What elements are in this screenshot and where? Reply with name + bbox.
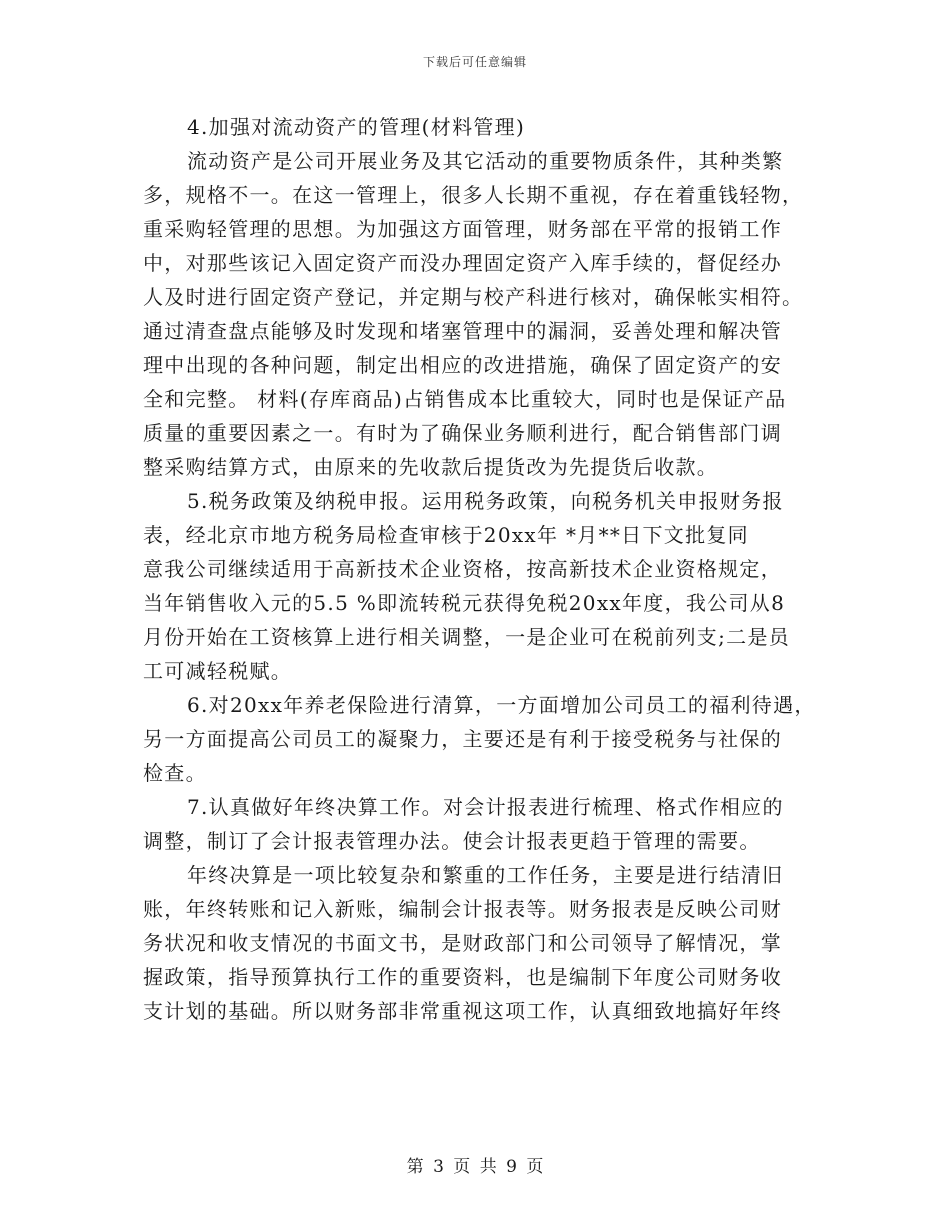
- text-line: 意我公司继续适用于高新技术企业资格，按高新技术企业资格规定，: [143, 557, 782, 581]
- text-line: 中，对那些该记入固定资产而没办理固定资产入库手续的，督促经办: [143, 251, 782, 275]
- text-line: 流动资产是公司开展业务及其它活动的重要物质条件，其种类繁: [187, 149, 784, 173]
- text-line: 整采购结算方式，由原来的先收款后提货改为先提货后收款。: [143, 455, 719, 479]
- page-number: 第 3 页 共 9 页: [406, 1157, 544, 1177]
- page-header: 下载后可任意编辑: [422, 55, 527, 69]
- text-line: 人及时进行固定资产登记，并定期与校产科进行核对，确保帐实相符。: [143, 285, 804, 309]
- document-body: [143, 110, 816, 1028]
- text-line: 工可减轻税赋。: [143, 659, 293, 683]
- text-line: 全和完整。 材料(存库商品)占销售成本比重较大，同时也是保证产品: [143, 387, 787, 411]
- text-line: 通过清查盘点能够及时发现和堵塞管理中的漏洞，妥善处理和解决管: [143, 319, 782, 343]
- text-line: 质量的重要因素之一。有时为了确保业务顺利进行，配合销售部门调: [143, 421, 782, 445]
- text-line: 表，经北京市地方税务局检查审核于20xx年 *月**日下文批复同: [143, 523, 749, 547]
- text-line: 调整，制订了会计报表管理办法。使会计报表更趋于管理的需要。: [143, 829, 761, 853]
- text-line: 账，年终转账和记入新账，编制会计报表等。财务报表是反映公司财: [143, 897, 782, 921]
- text-line: 当年销售收入元的5.5 %即流转税元获得免税20xx年度，我公司从8: [143, 591, 786, 615]
- text-line: 握政策，指导预算执行工作的重要资料，也是编制下年度公司财务收: [143, 965, 782, 989]
- text-line: 月份开始在工资核算上进行相关调整，一是企业可在税前列支;二是员: [143, 625, 791, 649]
- text-line: 务状况和收支情况的书面文书，是财政部门和公司领导了解情况，掌: [143, 931, 782, 955]
- text-line: 4.加强对流动资产的管理(材料管理): [187, 115, 526, 139]
- text-line: 检查。: [143, 761, 207, 785]
- text-line: 理中出现的各种问题，制定出相应的改进措施，确保了固定资产的安: [143, 353, 782, 377]
- text-line: 7.认真做好年终决算工作。对会计报表进行梳理、格式作相应的: [187, 795, 784, 819]
- text-line: 支计划的基础。所以财务部非常重视这项工作，认真细致地搞好年终: [143, 999, 782, 1023]
- text-line: 重采购轻管理的思想。为加强这方面管理，财务部在平常的报销工作: [143, 217, 782, 241]
- text-line: 5.税务政策及纳税申报。运用税务政策，向税务机关申报财务报: [187, 489, 784, 513]
- text-line: 另一方面提高公司员工的凝聚力，主要还是有利于接受税务与社保的: [143, 727, 782, 751]
- text-line: 6.对20xx年养老保险进行清算，一方面增加公司员工的福利待遇，: [187, 693, 816, 717]
- text-line: 年终决算是一项比较复杂和繁重的工作任务，主要是进行结清旧: [187, 863, 784, 887]
- text-line: 多，规格不一。在这一管理上，很多人长期不重视，存在着重钱轻物，: [143, 183, 804, 207]
